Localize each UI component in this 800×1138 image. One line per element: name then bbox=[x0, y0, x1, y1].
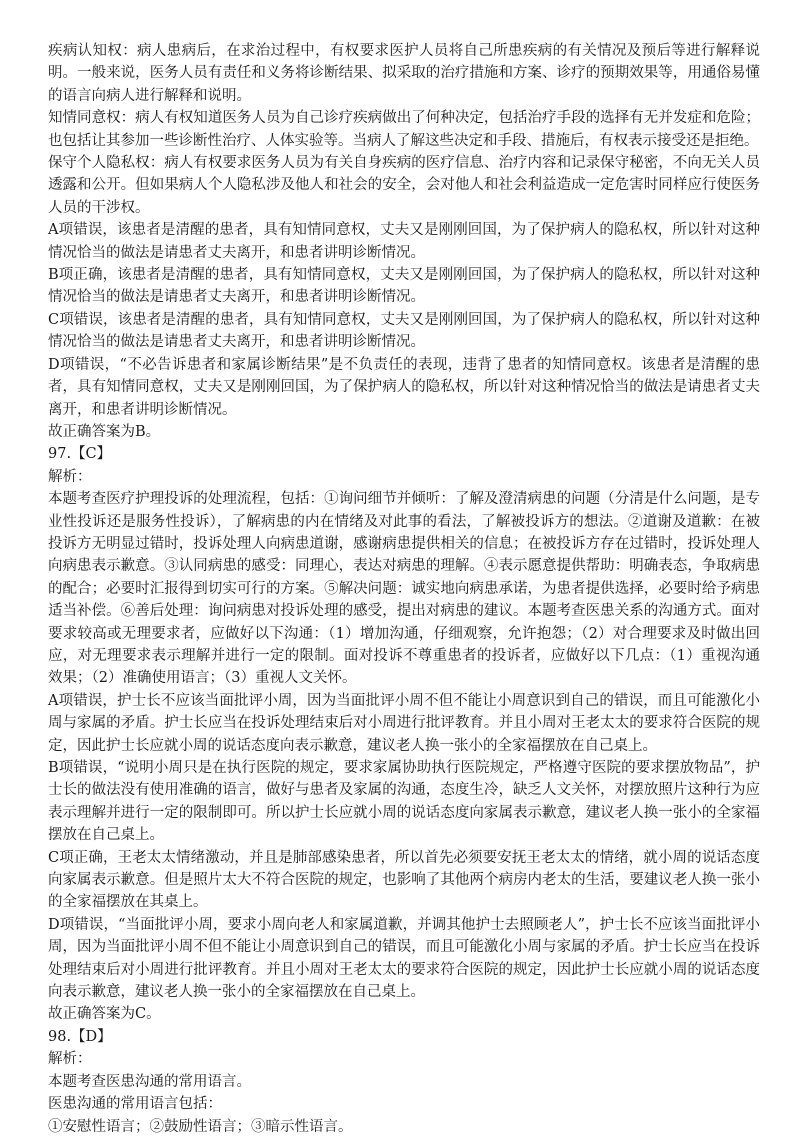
paragraph-option-b-97: B项错误，“说明小周只是在执行医院的规定，要求家属协助执行医院规定，严格遵守医院的要求摆放物品”，护士长的做法没有使用准确的语言，做好与患者及家属的沟通，态度生冷，缺乏人文关怀，对摆放照片这种行为应表示理解并进行一定的限制即可。所以护士长应就小周的说话态度向家属表示歉意，建议老人换一张小的全家福摆放在自己桌上。 bbox=[48, 760, 760, 844]
paragraph-language-list: ①安慰性语言；②鼓励性语言；③暗示性语言。 bbox=[48, 1118, 353, 1135]
paragraph-language-intro: 医患沟通的常用语言包括： bbox=[48, 1096, 222, 1113]
answer-conclusion-96: 故正确答案为B。 bbox=[48, 423, 161, 440]
document-page bbox=[48, 40, 760, 1138]
paragraph-option-d-96: D项错误，“不必告诉患者和家属诊断结果”是不负责任的表现，违背了患者的知情同意权。该患者是清醒的患者，具有知情同意权，丈夫又是刚刚回国，为了保护病人的隐私权，所以针对这种情况恰当的做法是请患者丈夫离开，和患者讲明诊断情况。 bbox=[48, 356, 760, 418]
question-heading-97: 97.【C】 bbox=[48, 446, 112, 463]
paragraph-informed-consent-right: 知情同意权：病人有权知道医务人员为自己诊疗疾病做出了何种决定，包括治疗手段的选择有无并发症和危险；也包括让其参加一些诊断性治疗、人体实验等。当病人了解这些决定和手段、措施后，有权表示接受还是拒绝。 bbox=[48, 110, 760, 149]
analysis-label-97: 解析： bbox=[48, 468, 92, 485]
paragraph-disease-cognition-right: 疾病认知权：病人患病后，在求治过程中，有权要求医护人员将自己所患疾病的有关情况及预后等进行解释说明。一般来说，医务人员有责任和义务将诊断结果、拟采取的治疗措施和方案、诊疗的预期效果等，用通俗易懂的语言向病人进行解释和说明。 bbox=[48, 43, 760, 104]
paragraph-privacy-right: 保守个人隐私权：病人有权要求医务人员为有关自身疾病的医疗信息、治疗内容和记录保守秘密，不向无关人员透露和公开。但如果病人个人隐私涉及他人和社会的安全，会对他人和社会利益造成一定危害时同样应行使医务人员的干涉权。 bbox=[48, 155, 760, 216]
paragraph-option-a-97: A项错误，护士长不应该当面批评小周，因为当面批评小周不但不能让小周意识到自己的错误，而且可能激化小周与家属的矛盾。护士长应当在投诉处理结束后对小周进行批评教育。并且小周对王老太太的要求符合医院的规定，因此护士长应就小周的说话态度向表示歉意，建议老人换一张小的全家福摆放在自己桌上。 bbox=[48, 692, 760, 754]
paragraph-option-b-96: B项正确，该患者是清醒的患者，具有知情同意权，丈夫又是刚刚回国，为了保护病人的隐私权，所以针对这种情况恰当的做法是请患者丈夫离开，和患者讲明诊断情况。 bbox=[48, 267, 760, 306]
paragraph-complaint-process: 本题考查医疗护理投诉的处理流程，包括：①询问细节并倾听：了解及澄清病患的问题（分清是什么问题，是专业性投诉还是服务性投诉），了解病患的内在情绪及对此事的看法，了解被投诉方的想法。②道谢及道歉：在被投诉方无明显过错时，投诉处理人向病患道谢，感谢病患提供相关的信息；在被投诉方存在过错时，投诉处理人向病患表示歉意。③认同病患的感受：同理心，表达对病患的理解。④表示愿意提供帮助：明确表态，争取病患的配合；必要时汇报得到切实可行的方案。⑤解决问题：诚实地向病患承诺，为患者提供选择，必要时给予病患适当补偿。⑥善后处理：询问病患对投诉处理的感受，提出对病患的建议。本题考查医患关系的沟通方式。面对要求较高或无理要求者，应做好以下沟通：（1）增加沟通，仔细观察，允许抱怨；（2）对合理要求及时做出回应，对无理要求表示理解并进行一定的限制。面对投诉不尊重患者的投诉者，应做好以下几点：（1）重视沟通效果；（2）准确使用语言；（3）重视人文关怀。 bbox=[48, 491, 760, 687]
question-heading-98: 98.【D】 bbox=[48, 1028, 112, 1045]
answer-conclusion-97: 故正确答案为C。 bbox=[48, 1006, 161, 1023]
paragraph-option-d-97: D项错误，“当面批评小周，要求小周向老人和家属道歉，并调其他护士去照顾老人”，护士长不应该当面批评小周，因为当面批评小周不但不能让小周意识到自己的错误，而且可能激化小周与家属的矛盾。护士长应当在投诉处理结束后对小周进行批评教育。并且小周对王老太太的要求符合医院的规定，因此护士长应就小周的说话态度向表示歉意，建议老人换一张小的全家福摆放在自己桌上。 bbox=[48, 916, 760, 1001]
analysis-label-98: 解析： bbox=[48, 1051, 92, 1068]
paragraph-option-c-97: C项正确，王老太太情绪激动，并且是肺部感染患者，所以首先必须要安抚王老太太的情绪，就小周的说话态度向家属表示歉意。但是照片太大不符合医院的规定，也影响了其他两个病房内老太的生活，要建议老人换一张小的全家福摆放在其桌上。 bbox=[48, 849, 760, 911]
paragraph-topic-98: 本题考查医患沟通的常用语言。 bbox=[48, 1073, 251, 1090]
paragraph-option-a-96: A项错误，该患者是清醒的患者，具有知情同意权，丈夫又是刚刚回国，为了保护病人的隐私权，所以针对这种情况恰当的做法是请患者丈夫离开，和患者讲明诊断情况。 bbox=[48, 222, 760, 261]
paragraph-option-c-96: C项错误，该患者是清醒的患者，具有知情同意权，丈夫又是刚刚回国，为了保护病人的隐私权，所以针对这种情况恰当的做法是请患者丈夫离开，和患者讲明诊断情况。 bbox=[48, 311, 760, 351]
